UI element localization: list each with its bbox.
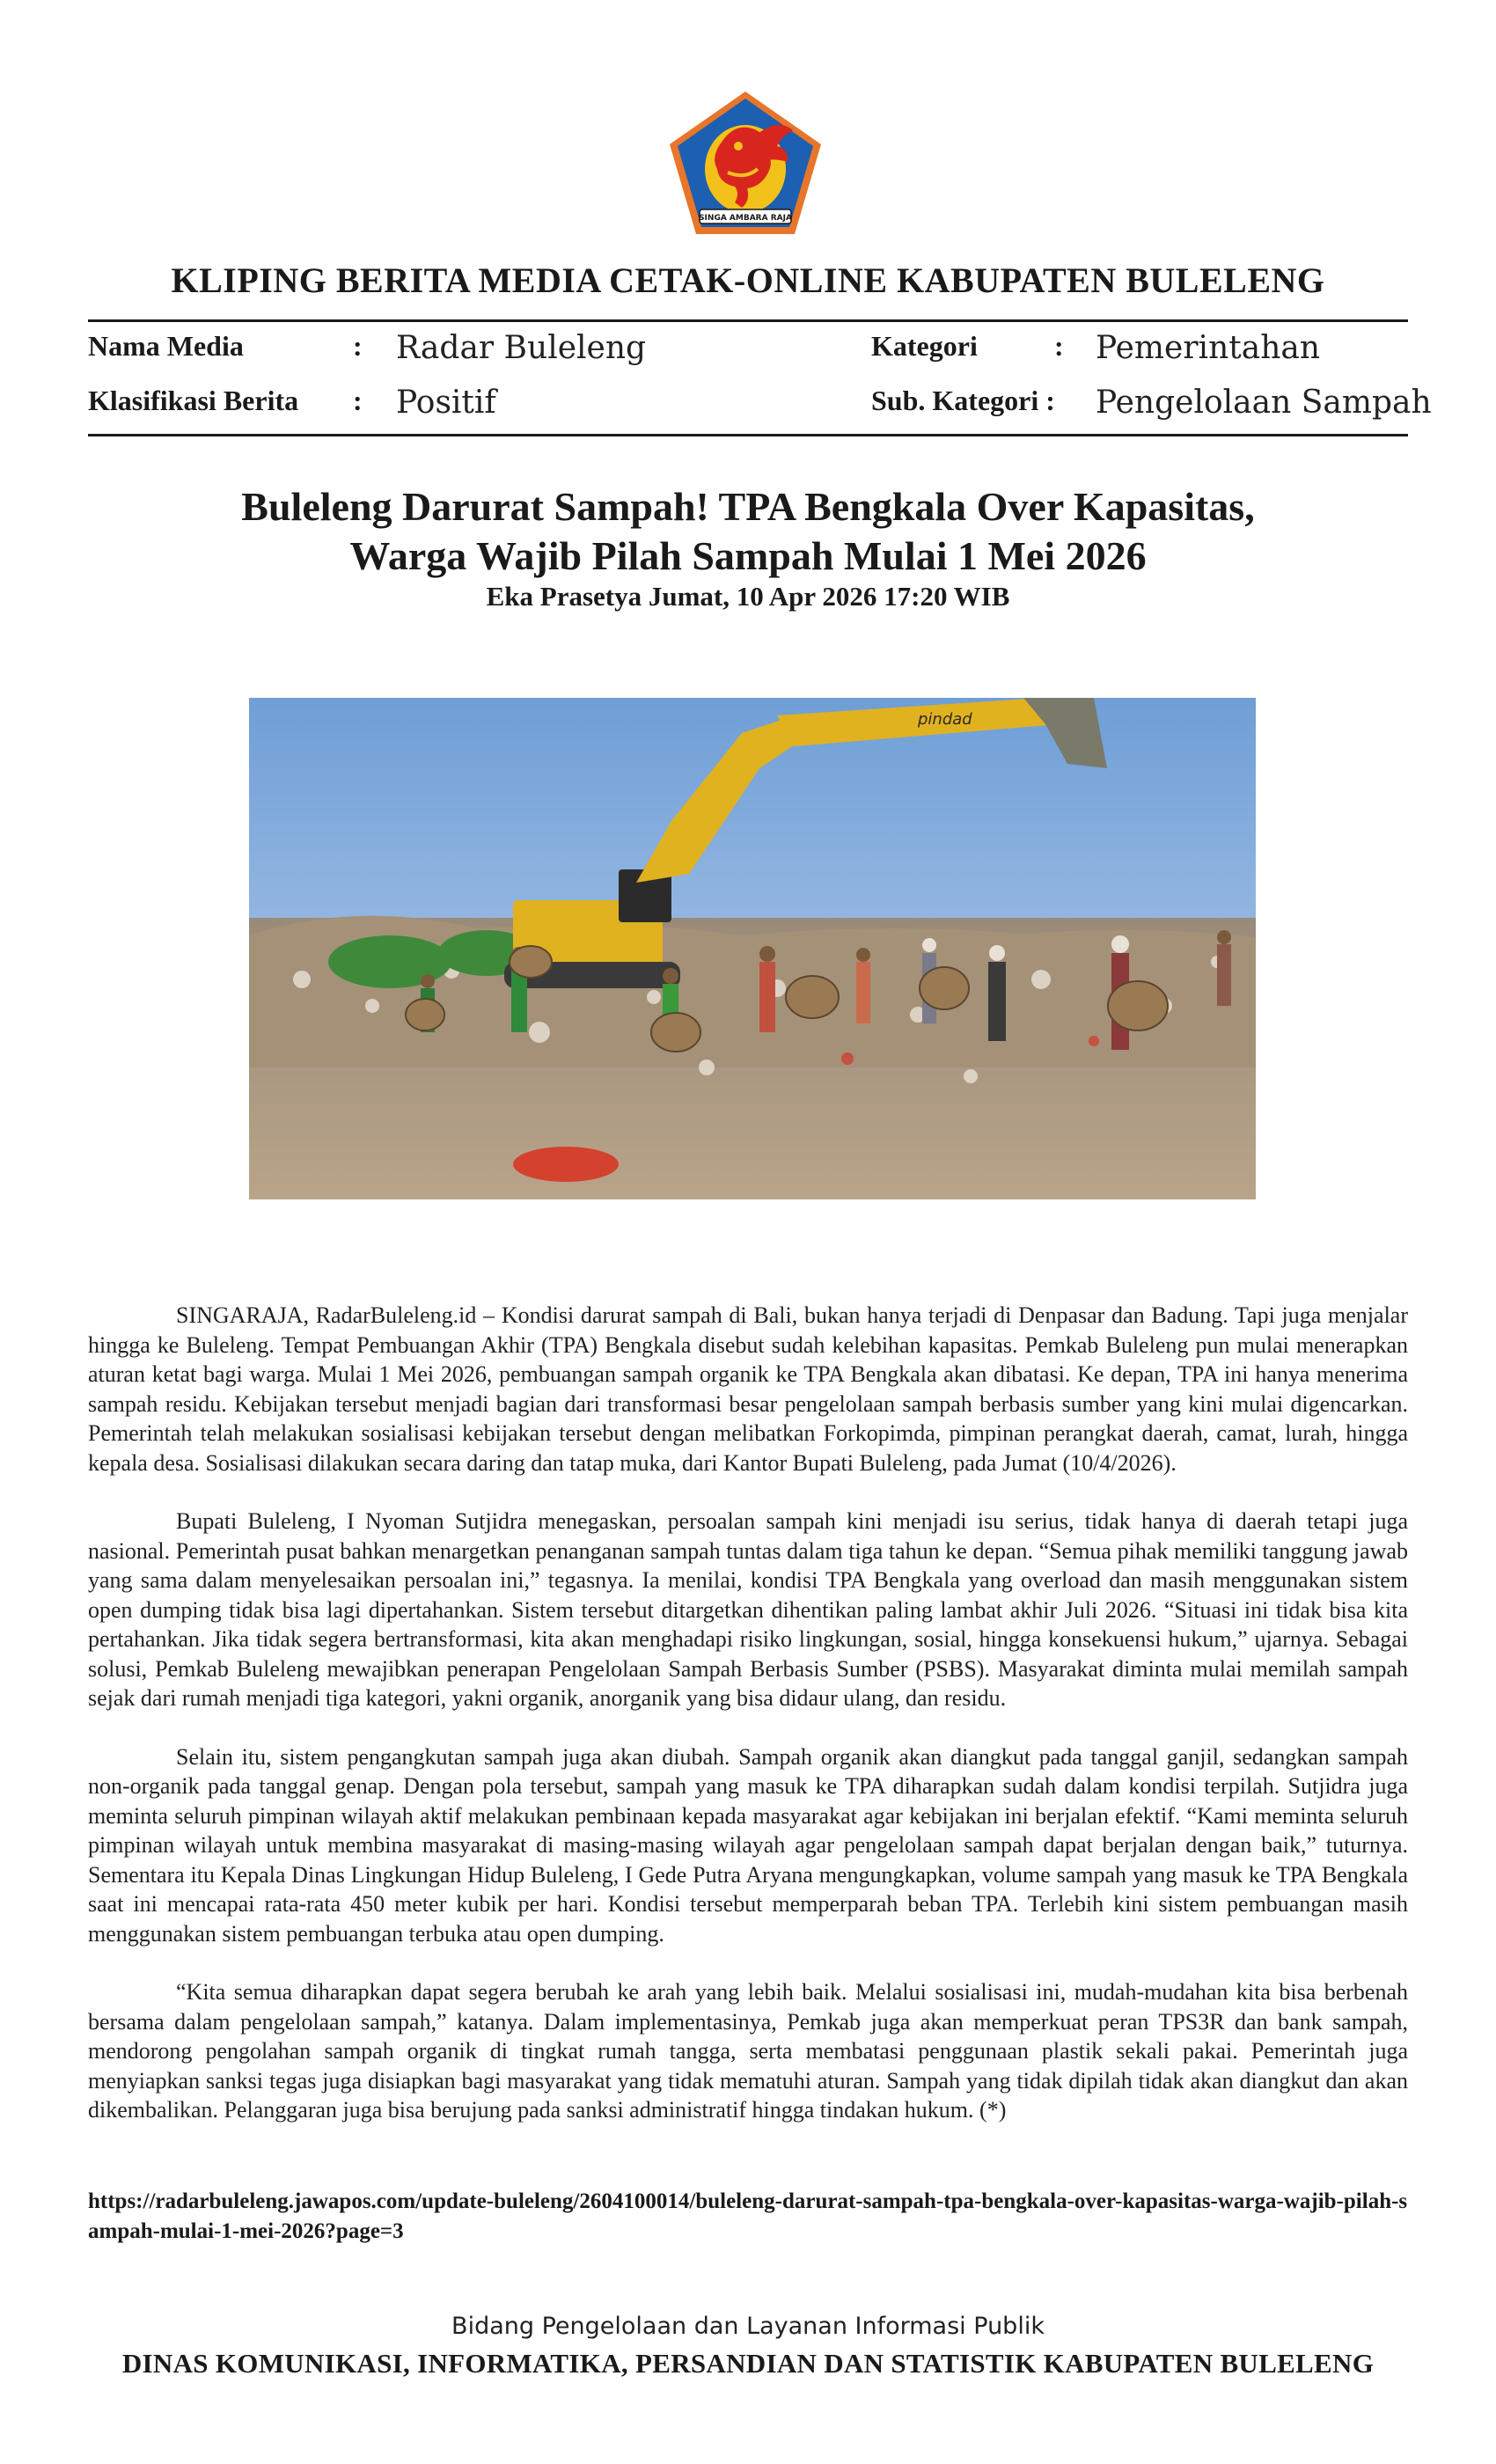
news-classification-label: Klasifikasi Berita bbox=[88, 385, 299, 416]
header-divider-bottom bbox=[88, 434, 1408, 436]
footer-unit-name: Bidang Pengelolaan dan Layanan Informasi Publik bbox=[451, 2313, 1045, 2340]
media-name-value: Radar Buleleng bbox=[396, 330, 647, 366]
article-photo-landfill bbox=[249, 698, 1256, 1199]
clipping-header-title: KLIPING BERITA MEDIA CETAK-ONLINE KABUPATEN BULELENG bbox=[171, 260, 1325, 300]
news-classification-value: Positif bbox=[396, 385, 496, 421]
logo-motto: SINGA AMBARA RAJA bbox=[699, 214, 792, 223]
sub-category-value: Pengelolaan Sampah bbox=[1096, 385, 1432, 421]
article-body bbox=[88, 1301, 1408, 2154]
buleleng-regency-logo bbox=[666, 88, 825, 238]
article-paragraph: Selain itu, sistem pengangkutan sampah juga akan diubah. Sampah organik akan diangkut pada tanggal ganjil, sedangkan sampah non-organik pada tanggal genap. Dengan pola tersebut, sampah yang masuk ke TPA diharapkan sudah dalam kondisi terpilah. Sutjidra juga meminta seluruh pimpinan wilayah aktif melakukan pembinaan kepada masyarakat agar kebijakan ini berjalan efektif. “Kami meminta seluruh pimpinan wilayah untuk membina masyarakat di masing-masing wilayah agar pengelolaan sampah dapat berjalan dengan baik,” tuturnya. Sementara itu Kepala Dinas Lingkungan Hidup Buleleng, I Gede Putra Aryana mengungkapkan, volume sampah yang masuk ke TPA Bengkala saat ini mencapai rata-rata 450 meter kubik per hari. Kondisi tersebut memperparah beban TPA. Terlebih kini sistem pembuangan masih menggunakan sistem pembuangan terbuka atau open dumping. bbox=[88, 1743, 1408, 1947]
source-url[interactable]: https://radarbuleleng.jawapos.com/update-buleleng/2604100014/buleleng-darurat-sampah-tpa-bengkala-over-kapasitas-warga-wajib-pilah-sampah-mulai-1-mei-2026?page=3 bbox=[88, 2189, 1408, 2243]
article-title-line-2: Warga Wajib Pilah Sampah Mulai 1 Mei 2026 bbox=[349, 533, 1147, 578]
excavator-brand-text: pindad bbox=[918, 710, 972, 729]
article-title-line-1: Buleleng Darurat Sampah! TPA Bengkala Over Kapasitas, bbox=[241, 484, 1255, 529]
article-paragraph: SINGARAJA, RadarBuleleng.id – Kondisi darurat sampah di Bali, bukan hanya terjadi di Denpasar dan Badung. Tapi juga menjalar hingga ke Buleleng. Tempat Pembuangan Akhir (TPA) Bengkala disebut sudah kelebihan kapasitas. Pemkab Buleleng pun mulai menerapkan aturan ketat bagi warga. Mulai 1 Mei 2026, pembuangan sampah organik ke TPA Bengkala akan dibatasi. Ke depan, TPA ini hanya menerima sampah residu. Kebijakan tersebut menjadi bagian dari transformasi besar pengelolaan sampah berbasis sumber yang kini mulai digencarkan. Pemerintah telah melakukan sosialisasi kebijakan tersebut dengan melibatkan Forkopimda, pimpinan perangkat daerah, camat, lurah, hingga kepala desa. Sosialisasi dilakukan secara daring dan tatap muka, dari Kantor Bupati Buleleng, pada Jumat (10/4/2026). bbox=[88, 1302, 1408, 1476]
article-paragraph: “Kita semua diharapkan dapat segera berubah ke arah yang lebih baik. Melalui sosialisasi ini, mudah-mudahan kita bisa berbenah bersama dalam pengelolaan sampah,” katanya. Dalam implementasinya, Pemkab juga akan memperkuat peran TPS3R dan bank sampah, mendorong pengolahan sampah organik di tingkat rumah tangga, serta membatasi penggunaan plastik sekali pakai. Pemerintah juga menyiapkan sanksi tegas juga disiapkan bagi masyarakat yang tidak mematuhi aturan. Sampah yang tidak dipilah tidak akan diangkut dan akan dikembalikan. Pelanggaran juga bisa berujung pada sanksi administratif hingga tindakan hukum. (*) bbox=[88, 1979, 1408, 2123]
category-colon: : bbox=[1054, 330, 1064, 362]
media-name-colon: : bbox=[353, 330, 363, 362]
header-divider-top bbox=[88, 319, 1408, 322]
sub-category-label: Sub. Kategori : bbox=[871, 385, 1055, 416]
media-name-label: Nama Media bbox=[88, 330, 244, 362]
footer-agency-name: DINAS KOMUNIKASI, INFORMATIKA, PERSANDIAN DAN STATISTIK KABUPATEN BULELENG bbox=[121, 2348, 1375, 2379]
news-classification-colon: : bbox=[353, 385, 363, 416]
article-paragraph: Bupati Buleleng, I Nyoman Sutjidra menegaskan, persoalan sampah kini menjadi isu serius, tidak hanya di daerah tetapi juga nasional. Pemerintah pusat bahkan menargetkan penanganan sampah tuntas dalam tiga tahun ke depan. “Semua pihak memiliki tanggung jawab yang sama dalam menyelesaikan persoalan ini,” tegasnya. Ia menilai, kondisi TPA Bengkala yang overload dan masih menggunakan sistem open dumping tidak bisa lagi dipertahankan. Sistem tersebut ditargetkan dihentikan paling lambat akhir Juli 2026. “Situasi ini tidak bisa kita pertahankan. Jika tidak segera bertransformasi, kita akan menghadapi risiko lingkungan, sosial, hingga konsekuensi hukum,” ujarnya. Sebagai solusi, Pemkab Buleleng mewajibkan penerapan Pengelolaan Sampah Berbasis Sumber (PSBS). Masyarakat diminta mulai memilah sampah sejak dari rumah menjadi tiga kategori, yakni organik, anorganik yang bisa didaur ulang, dan residu. bbox=[88, 1508, 1408, 1711]
article-title bbox=[88, 482, 1408, 581]
category-value: Pemerintahan bbox=[1096, 330, 1321, 366]
category-label: Kategori bbox=[871, 330, 978, 362]
article-byline: Eka Prasetya Jumat, 10 Apr 2026 17:20 WIB bbox=[486, 581, 1010, 612]
